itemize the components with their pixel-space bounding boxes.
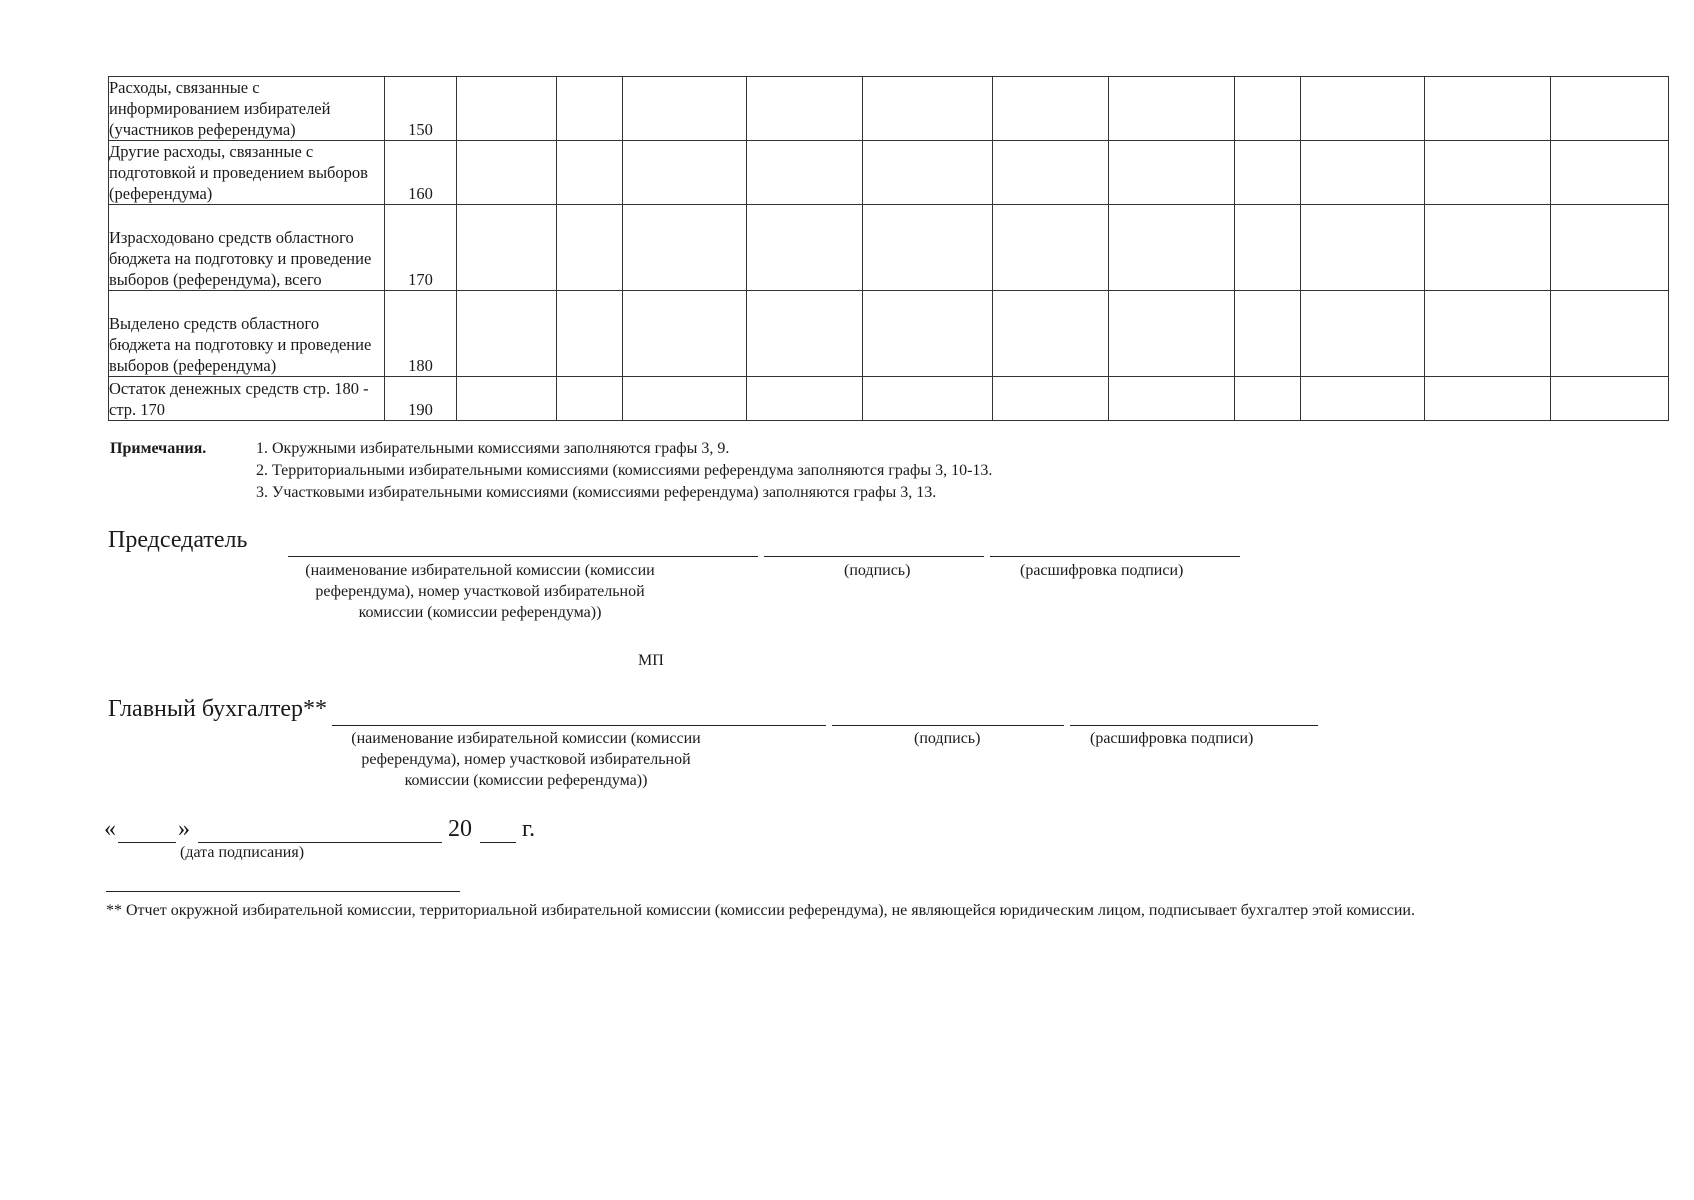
footnote-separator: [106, 891, 460, 892]
row-label: Остаток денежных средств стр. 180 - стр. 170: [109, 377, 385, 421]
date-year-line[interactable]: [480, 842, 516, 843]
table-cell[interactable]: [623, 205, 747, 291]
chairman-name-line[interactable]: [288, 556, 758, 557]
accountant-name-line[interactable]: [332, 725, 826, 726]
table-cell[interactable]: [993, 141, 1109, 205]
date-open-quote: «: [104, 816, 116, 842]
table-cell[interactable]: [1301, 291, 1425, 377]
table-cell[interactable]: [1425, 291, 1551, 377]
table-cell[interactable]: [863, 77, 993, 141]
footnote: ** Отчет окружной избирательной комиссии, территориальной избирательной комиссии (комиссии референдума), не являющейся юридическим лицом, подписывает бухгалтер этой комиссии.: [106, 902, 1415, 919]
table-cell[interactable]: [557, 141, 623, 205]
table-row: [109, 141, 1669, 205]
note-1: 1. Окружными избирательными комиссиями заполняются графы 3, 9.: [256, 440, 730, 457]
table-cell[interactable]: [1235, 377, 1301, 421]
table-cell[interactable]: [1235, 77, 1301, 141]
table-cell[interactable]: [1109, 291, 1235, 377]
table-cell[interactable]: [747, 291, 863, 377]
table-cell[interactable]: [1109, 205, 1235, 291]
row-code: 150: [385, 77, 457, 141]
table-cell[interactable]: [1301, 77, 1425, 141]
chairman-name-caption: [270, 560, 690, 623]
caption-line: (наименование избирательной комиссии (комиссии: [305, 562, 655, 579]
row-code: 160: [385, 141, 457, 205]
date-year-prefix: 20: [448, 816, 472, 842]
table-cell[interactable]: [1551, 205, 1669, 291]
table-cell[interactable]: [1235, 205, 1301, 291]
table-cell[interactable]: [1235, 291, 1301, 377]
row-label: Выделено средств областного бюджета на подготовку и проведение выборов (референдума): [109, 291, 385, 377]
table-cell[interactable]: [1301, 141, 1425, 205]
chairman-decoding-line[interactable]: [990, 556, 1240, 557]
table-cell[interactable]: [863, 291, 993, 377]
date-close-quote: »: [178, 816, 190, 842]
date-year-suffix: г.: [522, 816, 536, 842]
table-cell[interactable]: [623, 291, 747, 377]
table-row: [109, 377, 1669, 421]
table-cell[interactable]: [1551, 141, 1669, 205]
table-cell[interactable]: [993, 377, 1109, 421]
table-cell[interactable]: [747, 141, 863, 205]
table-cell[interactable]: [1425, 77, 1551, 141]
table-cell[interactable]: [1425, 377, 1551, 421]
accountant-decoding-line[interactable]: [1070, 725, 1318, 726]
table-cell[interactable]: [557, 77, 623, 141]
date-month-line[interactable]: [198, 842, 442, 843]
table-cell[interactable]: [1551, 77, 1669, 141]
table-cell[interactable]: [863, 141, 993, 205]
table-cell[interactable]: [993, 205, 1109, 291]
table-cell[interactable]: [863, 377, 993, 421]
table-row: [109, 77, 1669, 141]
table-cell[interactable]: [557, 377, 623, 421]
table-cell[interactable]: [1551, 291, 1669, 377]
table-cell[interactable]: [993, 291, 1109, 377]
chairman-signature-caption: (подпись): [844, 562, 911, 579]
table-row: [109, 205, 1669, 291]
date-day-line[interactable]: [118, 842, 176, 843]
table-cell[interactable]: [1551, 377, 1669, 421]
chairman-decoding-caption: (расшифровка подписи): [1020, 562, 1184, 579]
table-cell[interactable]: [623, 141, 747, 205]
caption-line: (наименование избирательной комиссии (комиссии: [351, 730, 701, 747]
accountant-decoding-caption: (расшифровка подписи): [1090, 730, 1254, 747]
row-code: 180: [385, 291, 457, 377]
table-cell[interactable]: [993, 77, 1109, 141]
row-code: 190: [385, 377, 457, 421]
table-cell[interactable]: [747, 77, 863, 141]
date-caption: (дата подписания): [180, 844, 305, 861]
table-cell[interactable]: [1109, 377, 1235, 421]
row-code: 170: [385, 205, 457, 291]
row-label: Другие расходы, связанные с подготовкой и проведением выборов (референдума): [109, 141, 385, 205]
table-cell[interactable]: [1301, 377, 1425, 421]
table-cell[interactable]: [457, 205, 557, 291]
table-cell[interactable]: [623, 77, 747, 141]
caption-line: комиссии (комиссии референдума)): [358, 604, 602, 621]
table-cell[interactable]: [457, 77, 557, 141]
table-cell[interactable]: [557, 291, 623, 377]
table-cell[interactable]: [557, 205, 623, 291]
table-cell[interactable]: [457, 141, 557, 205]
notes-title: Примечания.: [110, 440, 207, 457]
note-3: 3. Участковыми избирательными комиссиями (комиссиями референдума) заполняются графы 3, 13.: [256, 484, 937, 501]
table-cell[interactable]: [1235, 141, 1301, 205]
accountant-signature-caption: (подпись): [914, 730, 981, 747]
table-cell[interactable]: [747, 205, 863, 291]
row-label: Израсходовано средств областного бюджета на подготовку и проведение выборов (референдума), всего: [109, 205, 385, 291]
caption-line: референдума), номер участковой избирательной: [361, 751, 691, 768]
table-cell[interactable]: [457, 291, 557, 377]
table-cell[interactable]: [863, 205, 993, 291]
table-cell[interactable]: [1109, 77, 1235, 141]
accountant-name-caption: [316, 728, 736, 791]
note-2: 2. Территориальными избирательными комиссиями (комиссиями референдума заполняются графы 3, 10-13.: [256, 462, 993, 479]
row-label: Расходы, связанные с информированием избирателей (участников референдума): [109, 77, 385, 141]
caption-line: референдума), номер участковой избирательной: [315, 583, 645, 600]
chairman-label: Председатель: [108, 527, 248, 553]
table-cell[interactable]: [623, 377, 747, 421]
report-table: [108, 76, 1669, 421]
table-row: [109, 291, 1669, 377]
table-cell[interactable]: [457, 377, 557, 421]
table-cell[interactable]: [1425, 141, 1551, 205]
table-cell[interactable]: [1109, 141, 1235, 205]
accountant-signature-line[interactable]: [832, 725, 1064, 726]
chairman-signature-line[interactable]: [764, 556, 984, 557]
table-cell[interactable]: [1301, 205, 1425, 291]
table-cell[interactable]: [1425, 205, 1551, 291]
accountant-label: Главный бухгалтер**: [108, 696, 327, 722]
caption-line: комиссии (комиссии референдума)): [404, 772, 648, 789]
stamp-placeholder: МП: [638, 652, 664, 669]
table-cell[interactable]: [747, 377, 863, 421]
